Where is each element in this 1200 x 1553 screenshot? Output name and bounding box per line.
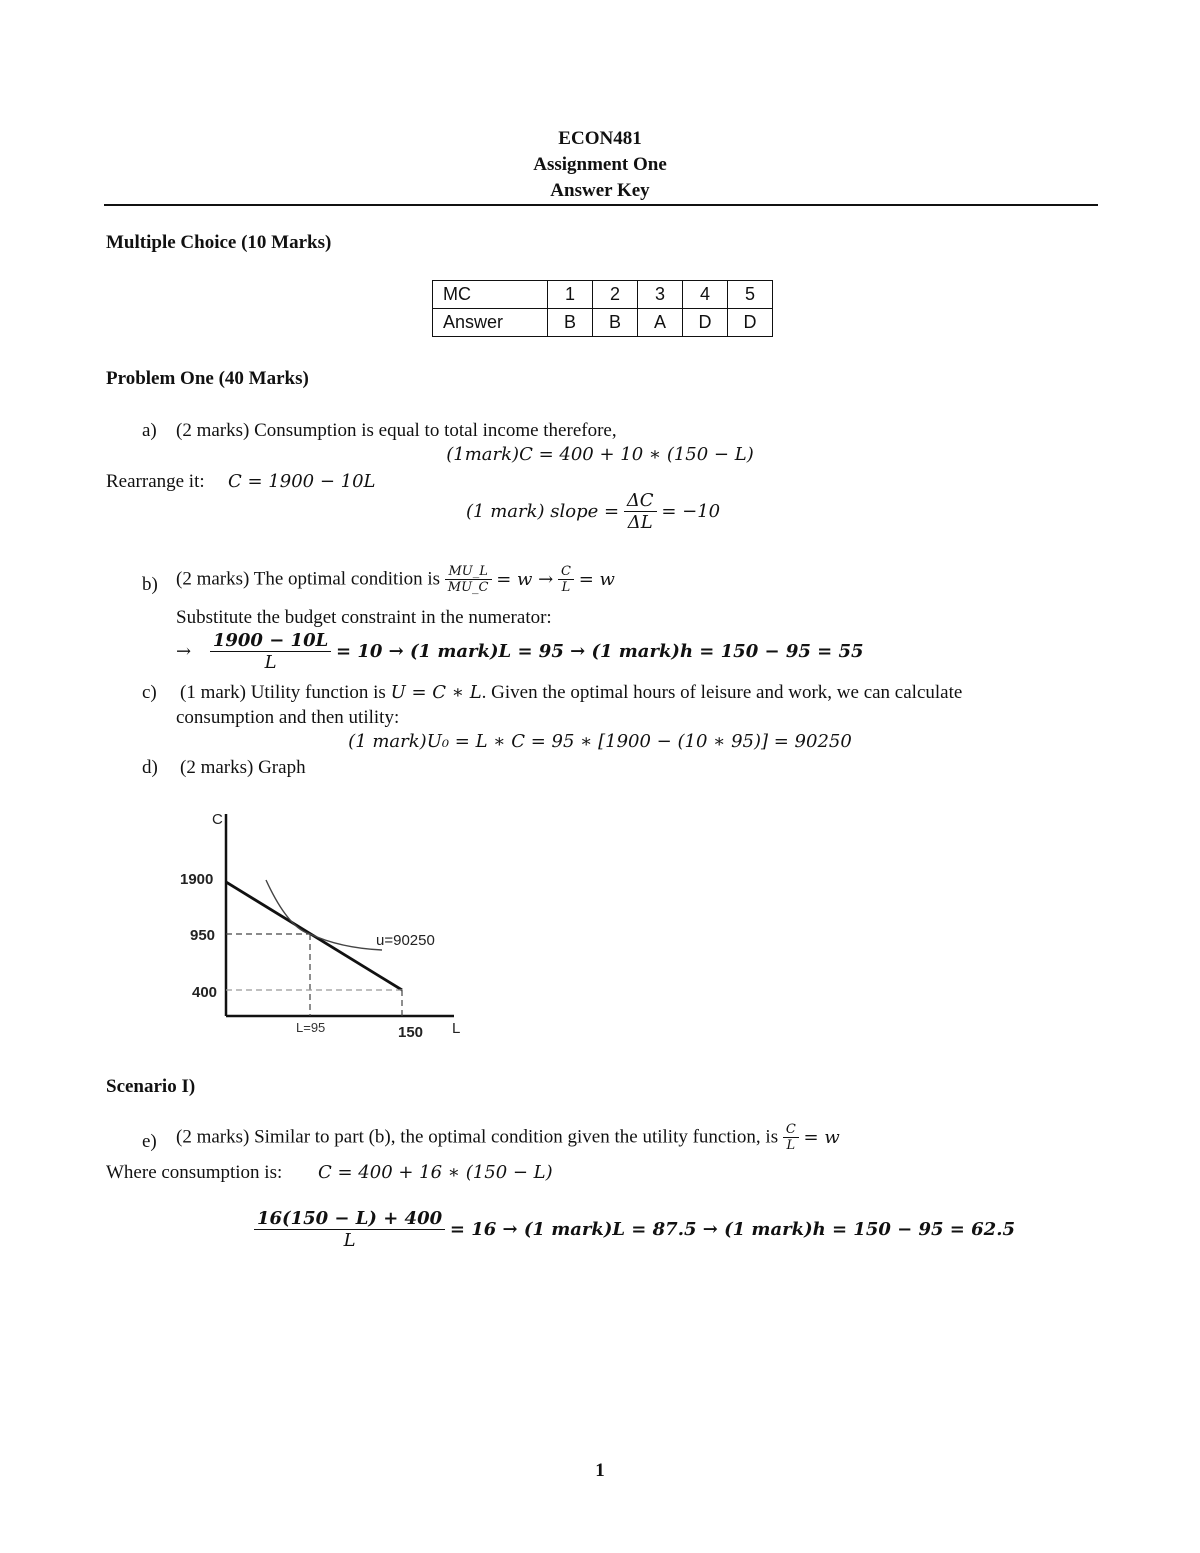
e-cl-numerator: C bbox=[783, 1122, 799, 1138]
table-cell: MC bbox=[433, 281, 548, 309]
indifference-curve bbox=[266, 880, 382, 950]
substitute-text: Substitute the budget constraint in the numerator: bbox=[176, 607, 552, 628]
part-e-condition bbox=[176, 1122, 840, 1153]
budget-utility-graph bbox=[170, 800, 480, 1050]
e-fraction-numerator: 16(150 − L) + 400 bbox=[254, 1208, 445, 1230]
header-divider bbox=[104, 204, 1098, 206]
y-axis-label: C bbox=[212, 811, 223, 828]
part-c-text-post: . Given the optimal hours of leisure and work, we can calculate bbox=[481, 682, 963, 703]
part-c-line1 bbox=[180, 682, 962, 704]
utility-function: U = C ∗ L bbox=[390, 682, 482, 703]
mc-answer-table bbox=[432, 280, 773, 337]
assignment-title: Assignment One bbox=[533, 154, 667, 175]
part-e-label: e) bbox=[142, 1131, 157, 1152]
x-tick-95: L=95 bbox=[296, 1020, 326, 1035]
e-cl-denominator: L bbox=[786, 1138, 796, 1153]
course-code: ECON481 bbox=[558, 128, 642, 149]
page-number: 1 bbox=[595, 1460, 605, 1481]
curve-label: u=90250 bbox=[376, 932, 435, 949]
part-d-text: (2 marks) Graph bbox=[180, 757, 306, 778]
slope-equation bbox=[466, 490, 720, 533]
table-cell: B bbox=[548, 309, 593, 337]
table-cell: 1 bbox=[548, 281, 593, 309]
cl-denominator: L bbox=[561, 580, 571, 595]
table-cell: 2 bbox=[593, 281, 638, 309]
part-c-line2: consumption and then utility: bbox=[176, 707, 400, 728]
part-b-condition bbox=[176, 564, 615, 595]
rearrange-equation: C = 1900 − 10L bbox=[228, 471, 376, 492]
table-cell: D bbox=[683, 309, 728, 337]
table-cell: Answer bbox=[433, 309, 548, 337]
answer-key-subtitle: Answer Key bbox=[550, 180, 650, 201]
table-cell: D bbox=[728, 309, 773, 337]
where-label: Where consumption is: bbox=[106, 1162, 283, 1183]
b-result: = 10 → (1 mark)L = 95 → (1 mark)h = 150 − 95 = 55 bbox=[336, 641, 864, 662]
cl-numerator: C bbox=[558, 564, 574, 580]
b-fraction-numerator: 1900 − 10L bbox=[210, 630, 331, 652]
x-tick-150: 150 bbox=[398, 1024, 424, 1041]
table-cell: A bbox=[638, 309, 683, 337]
mu-numerator: MU_L bbox=[445, 564, 492, 580]
slope-numerator: ΔC bbox=[624, 490, 657, 512]
e-result: = 16 → (1 mark)L = 87.5 → (1 mark)h = 150 − 95 = 62.5 bbox=[449, 1219, 1015, 1240]
condition-middle: = w → bbox=[496, 569, 554, 590]
part-e-solution bbox=[254, 1208, 1015, 1251]
slope-result: = −10 bbox=[661, 501, 721, 522]
table-cell: 4 bbox=[683, 281, 728, 309]
mu-denominator: MU_C bbox=[447, 580, 489, 595]
part-e-text: (2 marks) Similar to part (b), the optimal condition given the utility function, is bbox=[176, 1126, 779, 1148]
table-cell: 3 bbox=[638, 281, 683, 309]
y-tick-950: 950 bbox=[190, 927, 216, 944]
condition-end: = w bbox=[578, 569, 615, 590]
b-fraction-denominator: L bbox=[264, 652, 277, 673]
part-c-equation: (1 mark)U₀ = L ∗ C = 95 ∗ [1900 − (10 ∗ 95)] = 90250 bbox=[348, 731, 852, 752]
y-tick-1900: 1900 bbox=[180, 871, 214, 888]
arrow: → bbox=[176, 641, 192, 662]
table-row bbox=[433, 281, 773, 309]
e-condition-end: = w bbox=[803, 1127, 840, 1148]
where-equation: C = 400 + 16 ∗ (150 − L) bbox=[318, 1162, 553, 1183]
e-fraction-denominator: L bbox=[343, 1230, 356, 1251]
table-cell: B bbox=[593, 309, 638, 337]
part-a-text: (2 marks) Consumption is equal to total income therefore, bbox=[176, 420, 617, 441]
part-d-label: d) bbox=[142, 757, 158, 778]
x-axis-label: L bbox=[452, 1020, 461, 1037]
table-row bbox=[433, 309, 773, 337]
y-tick-400: 400 bbox=[192, 984, 218, 1001]
part-c-text-pre: (1 mark) Utility function is bbox=[180, 682, 386, 703]
slope-denominator: ΔL bbox=[627, 512, 653, 533]
part-b-text: (2 marks) The optimal condition is bbox=[176, 568, 441, 590]
problem-one-heading: Problem One (40 Marks) bbox=[106, 368, 309, 389]
part-c-label: c) bbox=[142, 682, 157, 703]
part-a-equation-1: (1mark)C = 400 + 10 ∗ (150 − L) bbox=[446, 444, 754, 465]
part-b-solution bbox=[176, 630, 864, 673]
scenario-heading: Scenario I) bbox=[106, 1076, 196, 1097]
mc-heading: Multiple Choice (10 Marks) bbox=[106, 232, 332, 253]
part-a-label: a) bbox=[142, 420, 157, 441]
slope-prefix: (1 mark) slope = bbox=[466, 501, 620, 522]
table-cell: 5 bbox=[728, 281, 773, 309]
part-b-label: b) bbox=[142, 574, 158, 595]
rearrange-label: Rearrange it: bbox=[106, 471, 205, 492]
